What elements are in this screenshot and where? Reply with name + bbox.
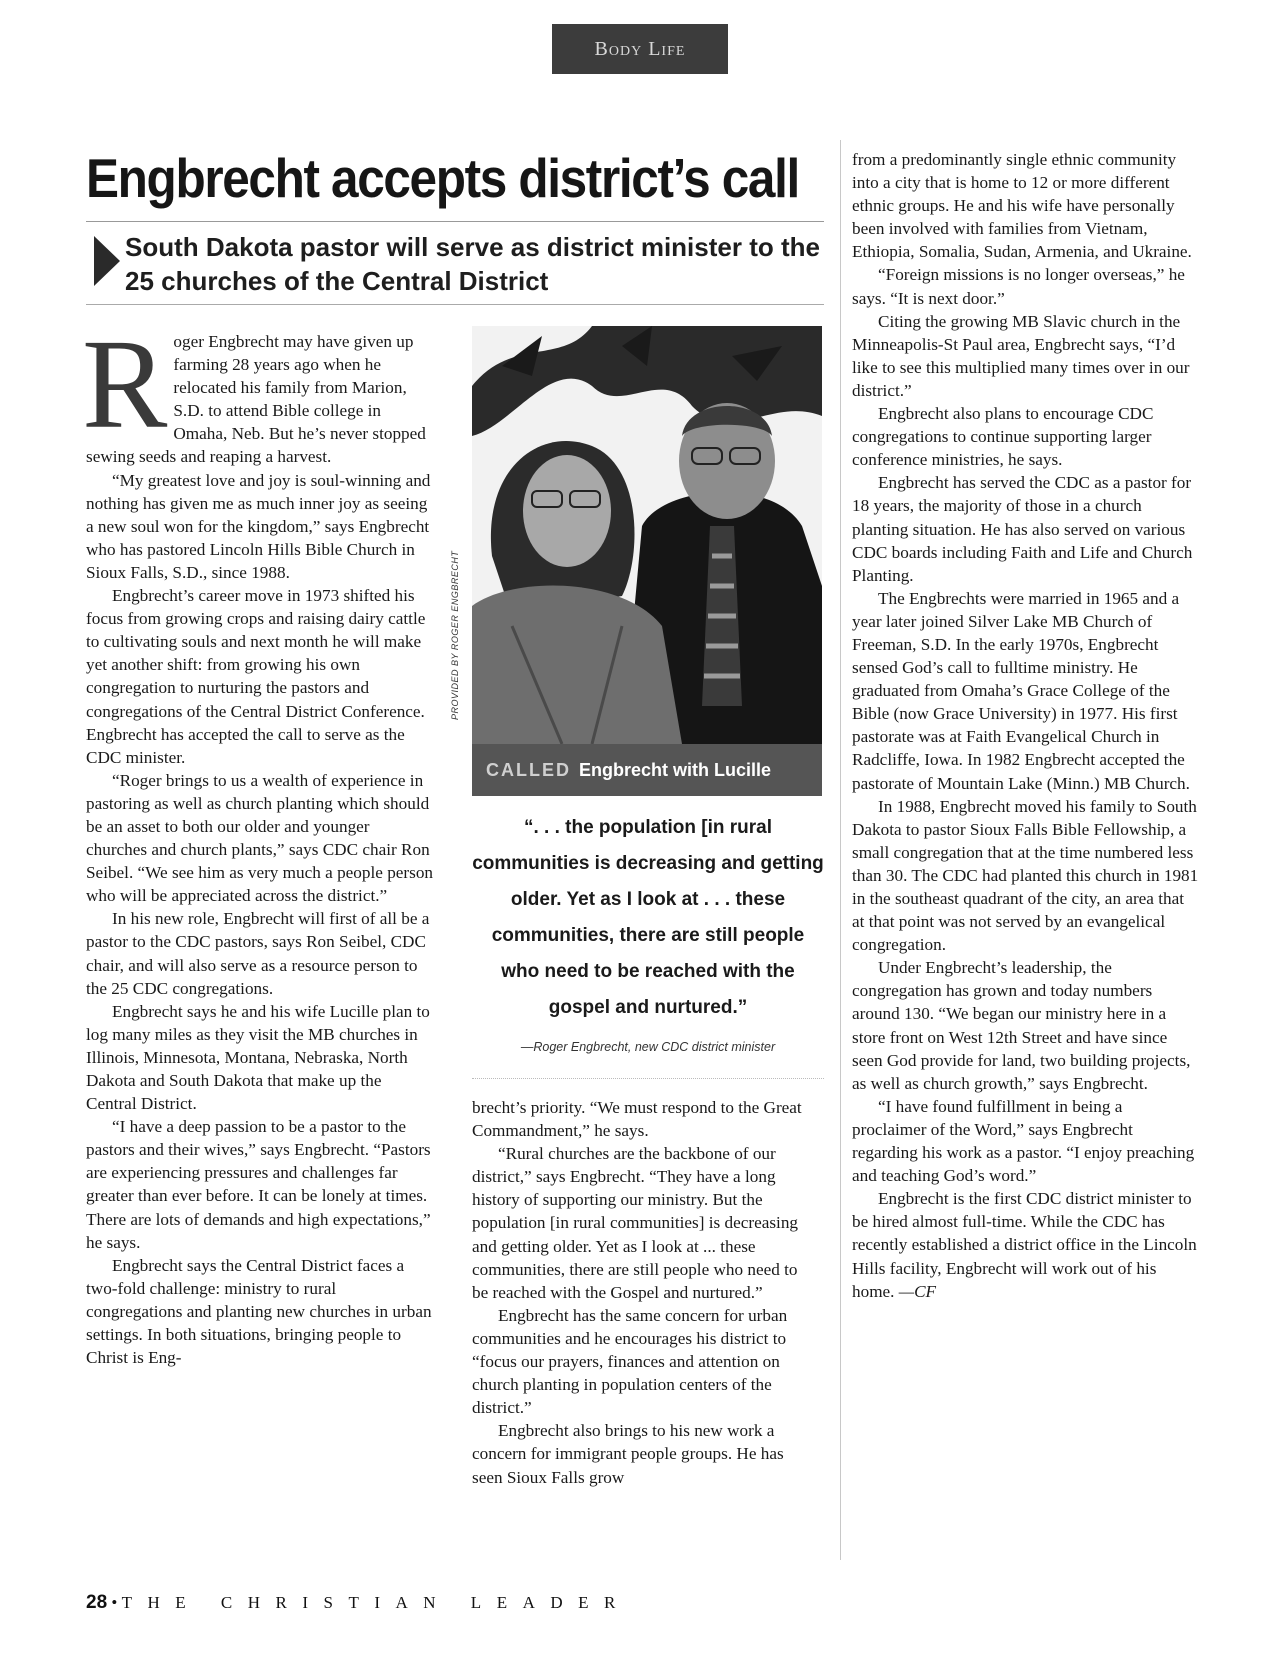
paragraph: from a predominantly single ethnic community into a city that is home to 12 or more different ethnic groups. He and his wife have personally been involved with families from Vietnam, Ethiopia, Somalia, Sudan, Armenia, and Ukraine.	[852, 150, 1192, 262]
paragraph: “Foreign missions is no longer overseas,” he says. “It is next door.”	[852, 265, 1185, 308]
paragraph: In 1988, Engbrecht moved his family to South Dakota to pastor Sioux Falls Bible Fellowship, a small congregation that at the time numbered less than 30. The CDC had planted this church in 1981 in the southeast quadrant of the city, an area that at that point was not served by an evangelical congregation.	[852, 796, 1199, 955]
article-column-3	[852, 148, 1200, 1303]
paragraph: In his new role, Engbrecht will first of all be a pastor to the CDC pastors, says Ron Seibel, CDC chair, and will also serve as a resource person to the 25 CDC congregations.	[86, 909, 430, 998]
paragraph: Engbrecht also plans to encourage CDC congregations to continue supporting larger conference ministries, he says.	[852, 404, 1154, 470]
page-footer	[86, 1592, 631, 1614]
section-tag: Body Life	[552, 24, 728, 74]
pull-quote: “. . . the population [in rural communities is decreasing and getting older. Yet as I look at . . . these communities, there are still people who need to be reached with the gospel and nurtured.”	[472, 817, 824, 1018]
deck-arrow-icon	[94, 236, 120, 286]
column-divider	[840, 140, 841, 1560]
paragraph: Engbrecht has the same concern for urban communities and he encourages his district to “focus our prayers, finances and attention on church planting in population centers of the district.”	[472, 1305, 788, 1418]
article-column-1	[82, 313, 434, 1369]
paragraph: Engbrecht is the first CDC district minister to be hired almost full-time. While the CDC has recently established a district office in the Lincoln Hills facility, Engbrecht will work out of his home. —CF	[852, 1189, 1197, 1301]
deck-rule	[86, 304, 824, 305]
paragraph: Under Engbrecht’s leadership, the congregation has grown and today numbers around 130. “We began our ministry here in a store front on West 12th Street and have since seen God provide for land, two building projects, as well as church growth,” says Engbrecht.	[852, 958, 1191, 1093]
paragraph: “Roger brings to us a wealth of experience in pastoring as well as church planting which should be an asset to both our older and younger churches and church plants,” says CDC chair Ron Seibel. “We see him as very much a people person who will be appreciated across the district.”	[86, 770, 434, 906]
headline: Engbrecht accepts district’s call	[86, 147, 799, 209]
paragraph: The Engbrechts were married in 1965 and a year later joined Silver Lake MB Church of Freeman, S.D. In the early 1970s, Engbrecht sensed God’s call to fulltime ministry. He graduated from Omaha’s Grace College of the Bible (now Grace University) in 1977. His first pastorate was at Faith Evangelical Church in Radcliffe, Iowa. In 1982 Engbrecht accepted the pastorate of Mountain Lake (Minn.) MB Church.	[852, 588, 1190, 793]
deck-subheadline: South Dakota pastor will serve as district minister to the 25 churches of the Central District	[125, 232, 820, 296]
caption-label: CALLED	[486, 759, 571, 780]
photo-caption	[472, 744, 822, 796]
paragraph: Engbrecht has served the CDC as a pastor for 18 years, the majority of those in a church planting situation. He has also served on various CDC boards including Faith and Life and Church Planting.	[852, 473, 1193, 585]
photo-engbrecht-lucille	[472, 326, 822, 796]
author-signoff: —CF	[898, 1281, 937, 1301]
paragraph: “I have found fulfillment in being a proclaimer of the Word,” says Engbrecht regarding his work as a pastor. “I enjoy preaching and teaching God’s word.”	[852, 1096, 1195, 1186]
page-number: 28	[86, 1592, 108, 1613]
article-column-2	[472, 1096, 812, 1489]
drop-cap: R	[82, 313, 168, 455]
paragraph: “My greatest love and joy is soul-winning and nothing has given me as much inner joy as seeing a new soul won for the kingdom,” says Engbrecht who has pastored Lincoln Hills Bible Church in Sioux Falls, S.D., since 1988.	[86, 470, 431, 582]
paragraph: Engbrecht says the Central District faces a two-fold challenge: ministry to rural congregations and planting new churches in urban settings. In both situations, bringing people to Christ is Eng-	[86, 1255, 432, 1368]
paragraph: Engbrecht says he and his wife Lucille plan to log many miles as they visit the MB churches in Illinois, Minnesota, Montana, Nebraska, North Dakota and South Dakota that make up the Central District.	[86, 1001, 430, 1114]
paragraph: Citing the growing MB Slavic church in the Minneapolis-St Paul area, Engbrecht says, “I’d like to see this multiplied many times over in our district.”	[852, 311, 1190, 400]
footer-bullet: •	[111, 1593, 118, 1612]
paragraph: “I have a deep passion to be a pastor to the pastors and their wives,” says Engbrecht. “Pastors are experiencing pressures and challenges far greater than ever before. It can be lonely at times. There are lots of demands and high expectations,” he says.	[86, 1117, 431, 1252]
caption-text: Engbrecht with Lucille	[579, 759, 772, 780]
publication-name: THE CHRISTIAN LEADER	[121, 1593, 631, 1612]
paragraph: “Rural churches are the backbone of our district,” says Engbrecht. “They have a long history of supporting our ministry. But the population [in rural communities] is decreasing and getting older. Yet as I look at ... these communities, there are still people who need to be reached with the Gospel and nurtured.”	[472, 1144, 799, 1302]
paragraph: Engbrecht’s career move in 1973 shifted his focus from growing crops and raising dairy cattle to cultivating souls and next month he will make yet another shift: from growing his own congregation to nurturing the pastors and congregations of the Central District Conference. Engbrecht has accepted the call to serve as the CDC minister.	[86, 586, 426, 767]
pull-quote-rule	[472, 1078, 824, 1079]
pull-quote-attribution: —Roger Engbrecht, new CDC district minister	[520, 1040, 776, 1054]
photo-credit: PROVIDED BY ROGER ENGBRECHT	[450, 550, 460, 720]
headline-rule	[86, 221, 824, 222]
photo-illustration	[472, 326, 822, 744]
paragraph: brecht’s priority. “We must respond to the Great Commandment,” he says.	[472, 1098, 802, 1141]
paragraph: Roger Engbrecht may have given up farming 28 years ago when he relocated his family from Marion, S.D. to attend Bible college in Omaha, Neb. But he’s never stopped sewing seeds and reaping a harvest.	[82, 313, 426, 467]
paragraph: Engbrecht also brings to his new work a concern for immigrant people groups. He has seen Sioux Falls grow	[472, 1421, 784, 1487]
